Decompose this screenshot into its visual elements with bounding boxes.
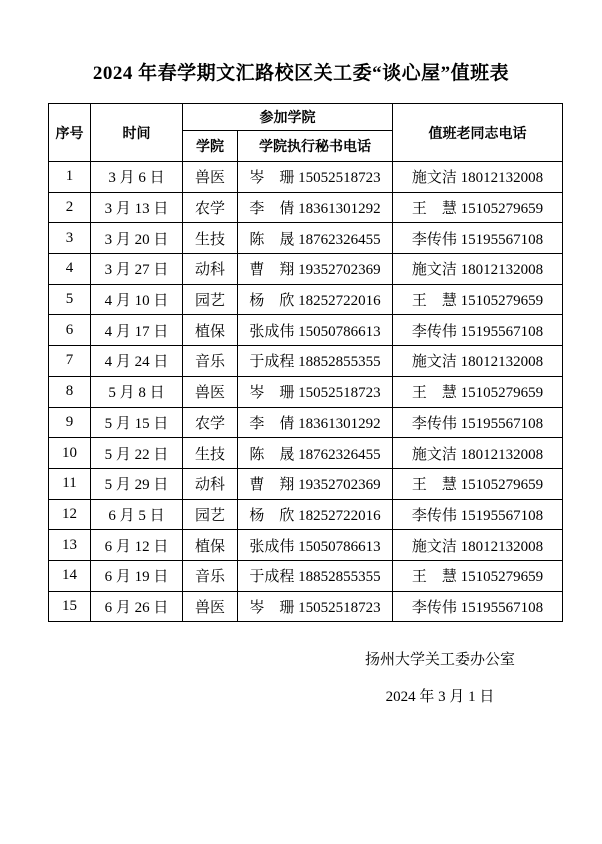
- cell-college: 音乐: [183, 560, 238, 591]
- cell-secretary: 曹 翔 19352702369: [238, 468, 393, 499]
- cell-date: 4 月 24 日: [91, 346, 183, 377]
- cell-college: 植保: [183, 530, 238, 561]
- cell-duty: 王 慧 15105279659: [393, 284, 563, 315]
- table-row: [49, 376, 563, 407]
- cell-duty: 王 慧 15105279659: [393, 560, 563, 591]
- table-header: [49, 104, 563, 162]
- cell-no: 3: [49, 223, 91, 254]
- cell-no: 8: [49, 376, 91, 407]
- cell-no: 4: [49, 254, 91, 285]
- cell-college: 动科: [183, 254, 238, 285]
- cell-college: 兽医: [183, 591, 238, 622]
- cell-date: 5 月 15 日: [91, 407, 183, 438]
- header-duty-phone: 值班老同志电话: [393, 104, 563, 162]
- cell-secretary: 杨 欣 18252722016: [238, 499, 393, 530]
- cell-duty: 王 慧 15105279659: [393, 468, 563, 499]
- cell-secretary: 曹 翔 19352702369: [238, 254, 393, 285]
- cell-date: 3 月 6 日: [91, 162, 183, 193]
- cell-no: 9: [49, 407, 91, 438]
- cell-college: 植保: [183, 315, 238, 346]
- cell-date: 5 月 22 日: [91, 438, 183, 469]
- cell-secretary: 岑 珊 15052518723: [238, 591, 393, 622]
- table-body: [49, 162, 563, 622]
- cell-no: 2: [49, 192, 91, 223]
- header-secretary-phone: 学院执行秘书电话: [238, 131, 393, 162]
- cell-no: 7: [49, 346, 91, 377]
- cell-duty: 李传伟 15195567108: [393, 591, 563, 622]
- cell-secretary: 陈 晟 18762326455: [238, 223, 393, 254]
- cell-no: 5: [49, 284, 91, 315]
- table-row: [49, 223, 563, 254]
- cell-college: 兽医: [183, 376, 238, 407]
- cell-secretary: 李 倩 18361301292: [238, 192, 393, 223]
- duty-schedule-table: [48, 103, 563, 622]
- page-title: 2024 年春学期文汇路校区关工委“谈心屋”值班表: [92, 63, 510, 84]
- cell-college: 音乐: [183, 346, 238, 377]
- table-row: [49, 254, 563, 285]
- cell-duty: 施文洁 18012132008: [393, 254, 563, 285]
- cell-secretary: 李 倩 18361301292: [238, 407, 393, 438]
- cell-no: 10: [49, 438, 91, 469]
- cell-date: 6 月 12 日: [91, 530, 183, 561]
- cell-secretary: 张成伟 15050786613: [238, 315, 393, 346]
- cell-date: 5 月 8 日: [91, 376, 183, 407]
- cell-secretary: 于成程 18852855355: [238, 346, 393, 377]
- cell-duty: 王 慧 15105279659: [393, 192, 563, 223]
- cell-duty: 施文洁 18012132008: [393, 346, 563, 377]
- cell-college: 生技: [183, 438, 238, 469]
- cell-no: 12: [49, 499, 91, 530]
- cell-duty: 李传伟 15195567108: [393, 315, 563, 346]
- cell-date: 6 月 26 日: [91, 591, 183, 622]
- table-row: [49, 468, 563, 499]
- header-participating-college: 参加学院: [183, 104, 393, 131]
- cell-date: 6 月 19 日: [91, 560, 183, 591]
- cell-duty: 李传伟 15195567108: [393, 407, 563, 438]
- cell-duty: 李传伟 15195567108: [393, 223, 563, 254]
- table-row: [49, 346, 563, 377]
- cell-college: 动科: [183, 468, 238, 499]
- table-row: [49, 591, 563, 622]
- cell-secretary: 岑 珊 15052518723: [238, 162, 393, 193]
- cell-duty: 施文洁 18012132008: [393, 162, 563, 193]
- cell-duty: 施文洁 18012132008: [393, 438, 563, 469]
- table-row: [49, 162, 563, 193]
- cell-college: 园艺: [183, 284, 238, 315]
- signature-block: [278, 648, 602, 706]
- header-college: 学院: [183, 131, 238, 162]
- cell-no: 14: [49, 560, 91, 591]
- cell-college: 兽医: [183, 162, 238, 193]
- header-time: 时间: [91, 104, 183, 162]
- cell-college: 农学: [183, 407, 238, 438]
- cell-date: 4 月 10 日: [91, 284, 183, 315]
- cell-no: 6: [49, 315, 91, 346]
- table-row: [49, 284, 563, 315]
- cell-date: 3 月 27 日: [91, 254, 183, 285]
- cell-secretary: 杨 欣 18252722016: [238, 284, 393, 315]
- table-row: [49, 315, 563, 346]
- cell-duty: 李传伟 15195567108: [393, 499, 563, 530]
- cell-duty: 王 慧 15105279659: [393, 376, 563, 407]
- cell-college: 生技: [183, 223, 238, 254]
- cell-secretary: 于成程 18852855355: [238, 560, 393, 591]
- cell-no: 11: [49, 468, 91, 499]
- cell-no: 1: [49, 162, 91, 193]
- table-row: [49, 560, 563, 591]
- signature-date: 2024 年 3 月 1 日: [385, 689, 495, 705]
- table-row: [49, 499, 563, 530]
- cell-no: 15: [49, 591, 91, 622]
- cell-no: 13: [49, 530, 91, 561]
- cell-college: 园艺: [183, 499, 238, 530]
- cell-duty: 施文洁 18012132008: [393, 530, 563, 561]
- table-row: [49, 438, 563, 469]
- header-row-top: [49, 104, 563, 131]
- cell-date: 6 月 5 日: [91, 499, 183, 530]
- cell-date: 3 月 13 日: [91, 192, 183, 223]
- table-row: [49, 192, 563, 223]
- table-row: [49, 407, 563, 438]
- cell-college: 农学: [183, 192, 238, 223]
- cell-secretary: 陈 晟 18762326455: [238, 438, 393, 469]
- header-no: 序号: [49, 104, 91, 162]
- signature-org: 扬州大学关工委办公室: [364, 652, 515, 668]
- table-row: [49, 530, 563, 561]
- cell-date: 4 月 17 日: [91, 315, 183, 346]
- cell-date: 5 月 29 日: [91, 468, 183, 499]
- cell-date: 3 月 20 日: [91, 223, 183, 254]
- cell-secretary: 张成伟 15050786613: [238, 530, 393, 561]
- cell-secretary: 岑 珊 15052518723: [238, 376, 393, 407]
